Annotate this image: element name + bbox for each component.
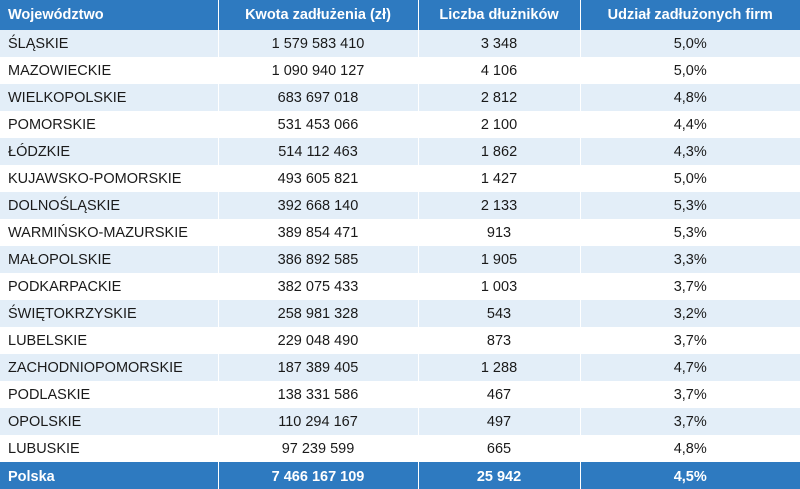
column-header-amount: Kwota zadłużenia (zł) bbox=[218, 0, 418, 30]
cell-region: ŁÓDZKIE bbox=[0, 138, 218, 165]
table-row bbox=[0, 300, 800, 327]
column-header-debtors: Liczba dłużników bbox=[418, 0, 580, 30]
table-row bbox=[0, 354, 800, 381]
cell-amount: 1 579 583 410 bbox=[218, 30, 418, 57]
cell-amount: 531 453 066 bbox=[218, 111, 418, 138]
cell-region: LUBUSKIE bbox=[0, 435, 218, 462]
cell-debtors: 2 100 bbox=[418, 111, 580, 138]
cell-amount: 1 090 940 127 bbox=[218, 57, 418, 84]
cell-debtors: 1 862 bbox=[418, 138, 580, 165]
cell-debtors: 1 003 bbox=[418, 273, 580, 300]
cell-debtors: 2 812 bbox=[418, 84, 580, 111]
cell-debtors: 913 bbox=[418, 219, 580, 246]
cell-amount: 683 697 018 bbox=[218, 84, 418, 111]
cell-region: ŚLĄSKIE bbox=[0, 30, 218, 57]
table-row bbox=[0, 327, 800, 354]
cell-region: KUJAWSKO-POMORSKIE bbox=[0, 165, 218, 192]
cell-debtors: 1 427 bbox=[418, 165, 580, 192]
table-row bbox=[0, 30, 800, 57]
table-row bbox=[0, 138, 800, 165]
cell-share: 5,3% bbox=[580, 192, 800, 219]
cell-debtors: 3 348 bbox=[418, 30, 580, 57]
cell-amount: 386 892 585 bbox=[218, 246, 418, 273]
cell-total-amount: 7 466 167 109 bbox=[218, 462, 418, 489]
cell-amount: 392 668 140 bbox=[218, 192, 418, 219]
cell-share: 5,3% bbox=[580, 219, 800, 246]
cell-debtors: 665 bbox=[418, 435, 580, 462]
table-row bbox=[0, 165, 800, 192]
cell-share: 3,3% bbox=[580, 246, 800, 273]
cell-region: PODKARPACKIE bbox=[0, 273, 218, 300]
cell-amount: 258 981 328 bbox=[218, 300, 418, 327]
cell-total-region: Polska bbox=[0, 462, 218, 489]
table-header bbox=[0, 0, 800, 30]
cell-debtors: 873 bbox=[418, 327, 580, 354]
cell-region: ZACHODNIOPOMORSKIE bbox=[0, 354, 218, 381]
cell-debtors: 1 288 bbox=[418, 354, 580, 381]
table-row bbox=[0, 246, 800, 273]
cell-share: 4,3% bbox=[580, 138, 800, 165]
table-body bbox=[0, 30, 800, 489]
cell-amount: 382 075 433 bbox=[218, 273, 418, 300]
cell-region: WARMIŃSKO-MAZURSKIE bbox=[0, 219, 218, 246]
column-header-share: Udział zadłużonych firm bbox=[580, 0, 800, 30]
table-row bbox=[0, 408, 800, 435]
cell-debtors: 543 bbox=[418, 300, 580, 327]
cell-share: 5,0% bbox=[580, 57, 800, 84]
cell-debtors: 2 133 bbox=[418, 192, 580, 219]
table-header-row bbox=[0, 0, 800, 30]
table-row bbox=[0, 57, 800, 84]
cell-amount: 493 605 821 bbox=[218, 165, 418, 192]
cell-share: 4,8% bbox=[580, 435, 800, 462]
cell-share: 3,7% bbox=[580, 381, 800, 408]
cell-share: 3,7% bbox=[580, 408, 800, 435]
cell-debtors: 4 106 bbox=[418, 57, 580, 84]
table-row bbox=[0, 192, 800, 219]
cell-amount: 110 294 167 bbox=[218, 408, 418, 435]
cell-total-debtors: 25 942 bbox=[418, 462, 580, 489]
cell-region: POMORSKIE bbox=[0, 111, 218, 138]
cell-region: PODLASKIE bbox=[0, 381, 218, 408]
cell-region: DOLNOŚLĄSKIE bbox=[0, 192, 218, 219]
table-row bbox=[0, 219, 800, 246]
cell-share: 5,0% bbox=[580, 165, 800, 192]
cell-amount: 514 112 463 bbox=[218, 138, 418, 165]
cell-amount: 389 854 471 bbox=[218, 219, 418, 246]
cell-share: 3,2% bbox=[580, 300, 800, 327]
table-row bbox=[0, 435, 800, 462]
cell-region: OPOLSKIE bbox=[0, 408, 218, 435]
table-row bbox=[0, 111, 800, 138]
cell-share: 4,7% bbox=[580, 354, 800, 381]
cell-total-share: 4,5% bbox=[580, 462, 800, 489]
cell-debtors: 1 905 bbox=[418, 246, 580, 273]
table-row bbox=[0, 84, 800, 111]
cell-region: MAZOWIECKIE bbox=[0, 57, 218, 84]
cell-debtors: 467 bbox=[418, 381, 580, 408]
cell-region: ŚWIĘTOKRZYSKIE bbox=[0, 300, 218, 327]
cell-share: 3,7% bbox=[580, 327, 800, 354]
cell-amount: 138 331 586 bbox=[218, 381, 418, 408]
cell-share: 5,0% bbox=[580, 30, 800, 57]
cell-debtors: 497 bbox=[418, 408, 580, 435]
cell-share: 3,7% bbox=[580, 273, 800, 300]
column-header-region: Województwo bbox=[0, 0, 218, 30]
table-total-row bbox=[0, 462, 800, 489]
cell-region: MAŁOPOLSKIE bbox=[0, 246, 218, 273]
table-row bbox=[0, 381, 800, 408]
cell-share: 4,4% bbox=[580, 111, 800, 138]
cell-region: WIELKOPOLSKIE bbox=[0, 84, 218, 111]
cell-amount: 229 048 490 bbox=[218, 327, 418, 354]
cell-share: 4,8% bbox=[580, 84, 800, 111]
cell-amount: 187 389 405 bbox=[218, 354, 418, 381]
table-row bbox=[0, 273, 800, 300]
cell-region: LUBELSKIE bbox=[0, 327, 218, 354]
cell-amount: 97 239 599 bbox=[218, 435, 418, 462]
